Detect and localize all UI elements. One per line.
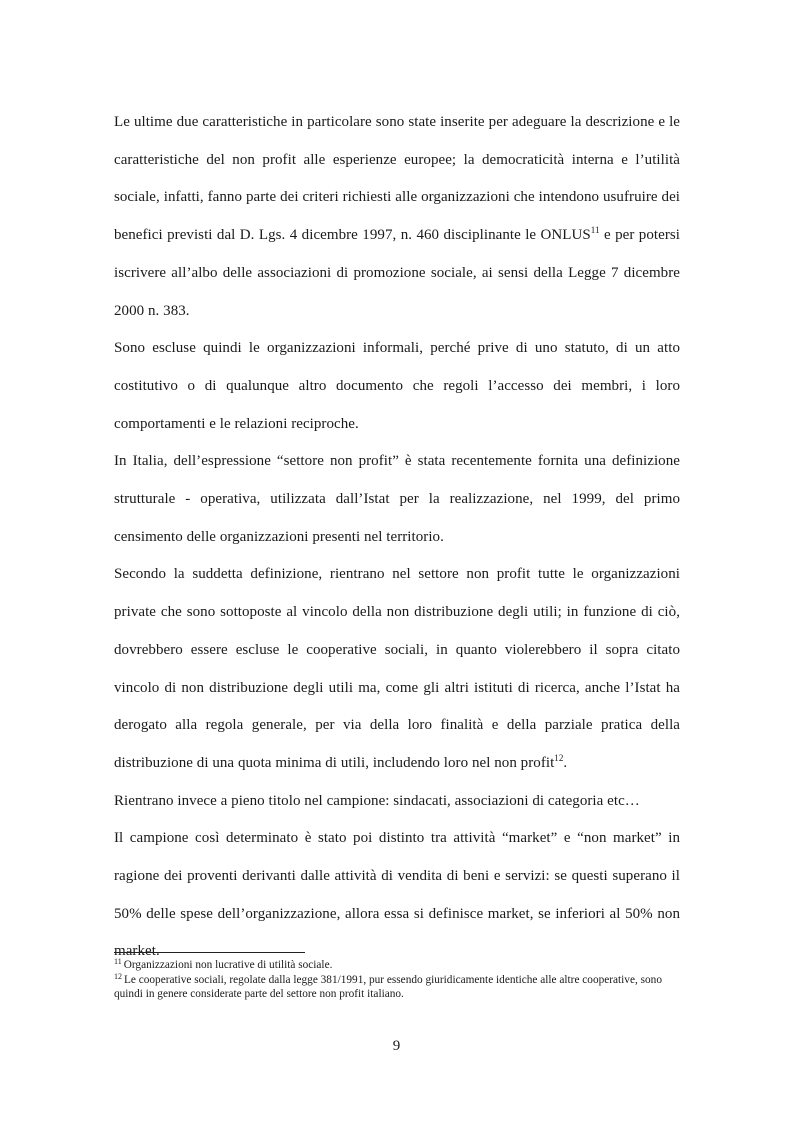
paragraph-text: .: [563, 754, 568, 771]
paragraph-campione: Rientrano invece a pieno titolo nel campione: sindacati, associazioni di categoria etc…: [114, 792, 640, 809]
footnote-reference-11[interactable]: 11: [590, 225, 600, 236]
footnotes: [114, 958, 680, 1002]
paragraph-text: Le ultime due caratteristiche in particolare sono state inserite per adeguare la descrizione e le caratteristiche del non profit alle esperienze europee; la democraticità interna e l’utilità sociale, infatti, fanno parte dei criteri richiesti alle organizzazioni che intendono usufruire dei benefici previsti dal D. Lgs. 4 dicembre 1997, n. 460 disciplinante le ONLUS: [114, 114, 680, 244]
footnote-reference-12[interactable]: 12: [554, 752, 564, 763]
footnote-11: [114, 958, 680, 973]
paragraph-market-non-market: Il campione così determinato è stato poi distinto tra attività “market” e “non market” in ragione dei proventi derivanti dalle attività di vendita di beni e servizi: se questi superano il 50% delle spese dell’organizzazione, allora essa si definisce market, se inferiori al 50% non market.: [114, 830, 680, 960]
paragraph-definizione-istat: In Italia, dell’espressione “settore non profit” è stata recentemente fornita una definizione strutturale - operativa, utilizzata dall’Istat per la realizzazione, nel 1999, del primo censimento delle organizzazioni presenti nel territorio.: [114, 453, 680, 545]
paragraph-democraticita: [114, 104, 680, 330]
footnote-mark: 11: [114, 957, 122, 966]
page-body: [114, 104, 680, 971]
paragraph-cooperative-sociali: [114, 556, 680, 782]
page-number: 9: [392, 1038, 401, 1054]
footnote-mark: 12: [114, 971, 122, 981]
paragraph-text: e per potersi iscrivere all’albo delle associazioni di promozione sociale, ai sensi della Legge 7 dicembre 2000 n. 383.: [114, 227, 680, 319]
paragraph-organizzazioni-informali: Sono escluse quindi le organizzazioni informali, perché prive di uno statuto, di un atto costitutivo o di qualunque altro documento che regoli l’accesso dei membri, i loro comportamenti e le relazioni reciproche.: [114, 340, 680, 432]
footnote-separator: [114, 952, 305, 953]
footnote-text: Le cooperative sociali, regolate dalla legge 381/1991, pur essendo giuridicamente identiche alle altre cooperative, sono quindi in genere considerate parte del settore non profit italiano.: [114, 973, 662, 1000]
paragraph-text: Secondo la suddetta definizione, rientrano nel settore non profit tutte le organizzazioni private che sono sottoposte al vincolo della non distribuzione degli utili; in funzione di ciò, dovrebbero essere escluse le cooperative sociali, in quanto violerebbero il sopra citato vincolo di non distribuzione degli utili ma, come gli altri istituti di ricerca, anche l’Istat ha derogato alla regola generale, per via della loro finalità e della parziale pratica della distribuzione di una quota minima di utili, includendo loro nel non profit: [114, 566, 680, 771]
footnote-text: Organizzazioni non lucrative di utilità sociale.: [123, 959, 333, 971]
footnote-12: [114, 973, 680, 1002]
